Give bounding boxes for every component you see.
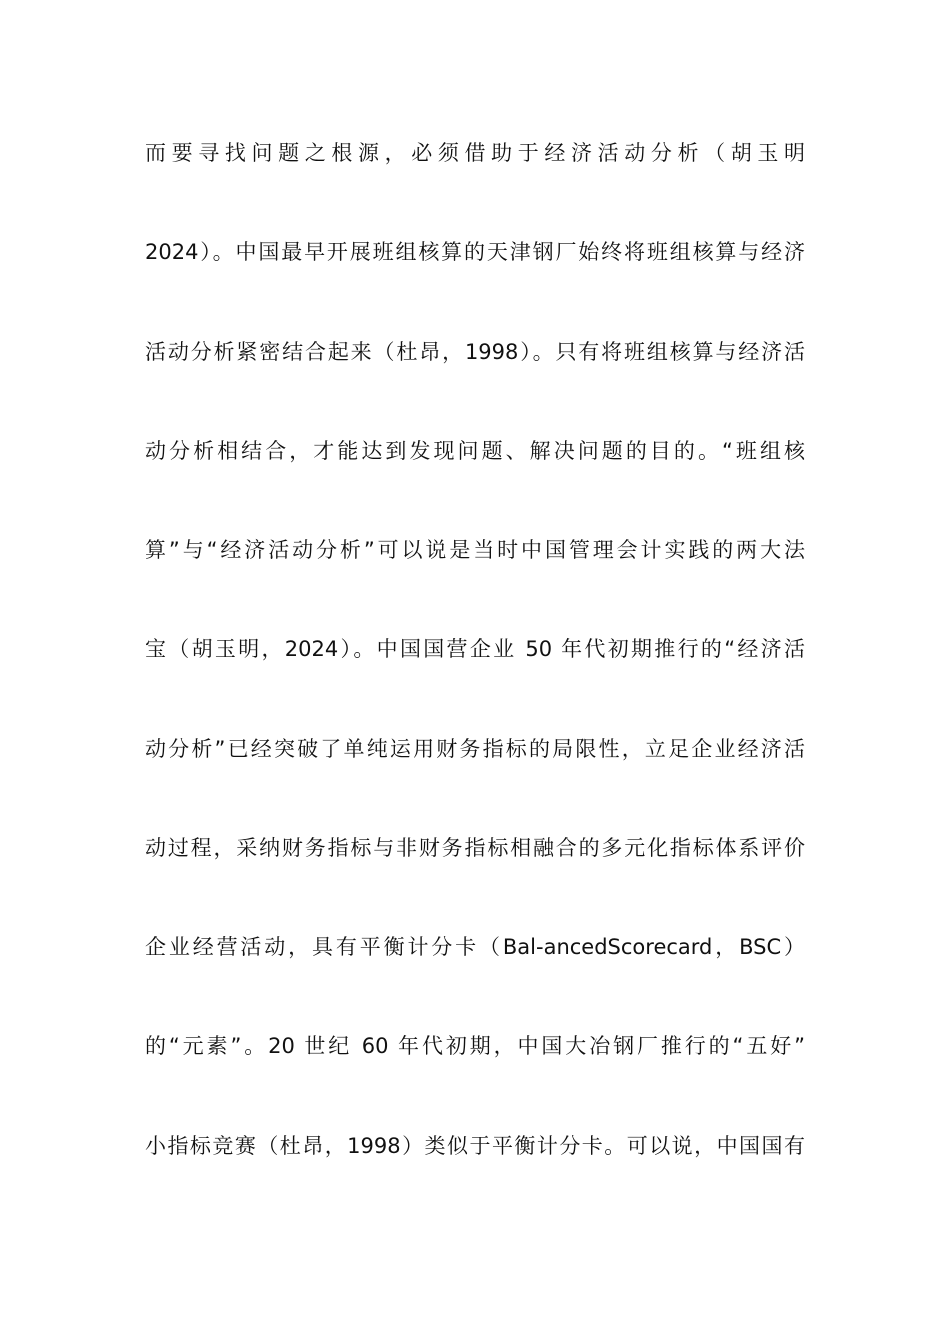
- paragraph-line-6: 宝（胡玉明，2024）。中国国营企业 50 年代初期推行的“经济活: [145, 637, 805, 661]
- paragraph-line-4: 动分析相结合，才能达到发现问题、解决问题的目的。“班组核: [145, 439, 805, 463]
- paragraph-line-9: 企业经营活动，具有平衡计分卡（Bal-ancedScorecard，BSC）: [145, 935, 805, 959]
- paragraph-line-11: 小指标竞赛（杜昂，1998）类似于平衡计分卡。可以说，中国国有: [145, 1134, 805, 1158]
- paragraph-line-3: 活动分析紧密结合起来（杜昂，1998）。只有将班组核算与经济活: [145, 340, 805, 364]
- paragraph-line-10: 的“元素”。20 世纪 60 年代初期，中国大冶钢厂推行的“五好”: [145, 1034, 805, 1058]
- paragraph-line-5: 算”与“经济活动分析”可以说是当时中国管理会计实践的两大法: [145, 538, 805, 562]
- paragraph-line-7: 动分析”已经突破了单纯运用财务指标的局限性，立足企业经济活: [145, 737, 805, 761]
- paragraph-line-2: 2024）。中国最早开展班组核算的天津钢厂始终将班组核算与经济: [145, 240, 805, 264]
- paragraph-line-1: 而要寻找问题之根源，必须借助于经济活动分析（胡玉明: [145, 141, 805, 165]
- paragraph-line-8: 动过程，采纳财务指标与非财务指标相融合的多元化指标体系评价: [145, 836, 805, 860]
